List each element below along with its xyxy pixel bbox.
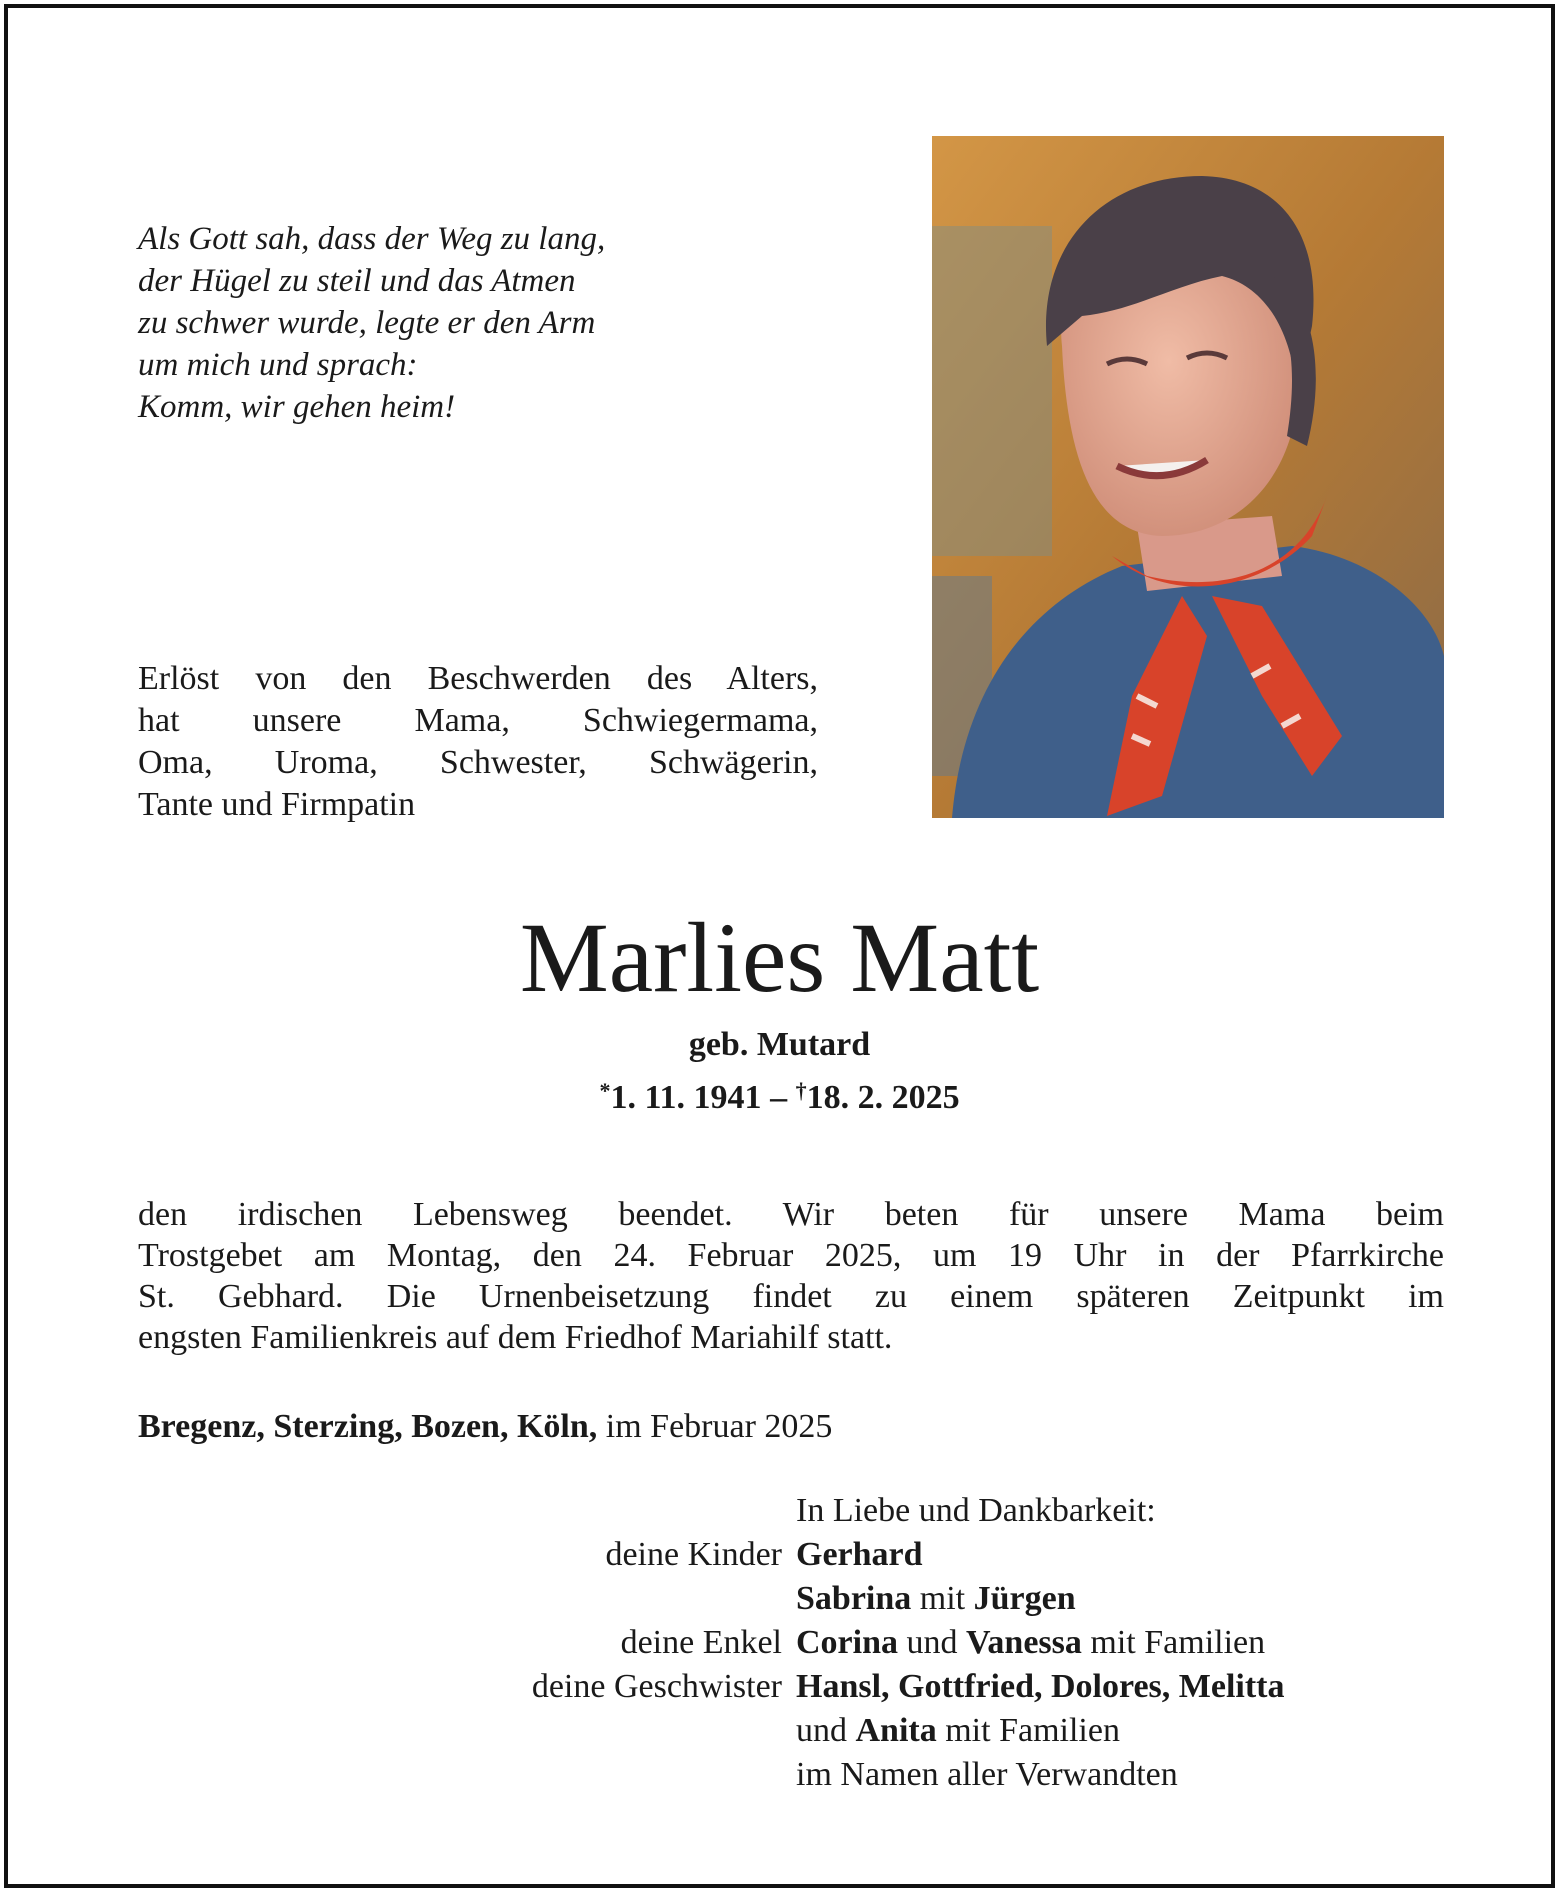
death-symbol: † <box>795 1078 807 1103</box>
child-name: Sabrina <box>796 1580 912 1617</box>
place-and-date <box>138 1406 832 1447</box>
quote-line: um mich und sprach: <box>138 347 418 383</box>
grandchild-name: Vanessa <box>966 1624 1082 1661</box>
suffix-text: mit Familien <box>1081 1624 1266 1661</box>
partner-name: Jürgen <box>973 1580 1076 1617</box>
signature-heading: In Liebe und Dankbarkeit: <box>796 1492 1156 1529</box>
body-line: Trostgebet am Montag, den 24. Februar 2025, um 19 Uhr in der Pfarrkirche <box>138 1237 1444 1274</box>
connector-text: und <box>898 1624 966 1661</box>
date-separator: – <box>761 1079 796 1116</box>
closing-row <box>308 1753 1448 1797</box>
maiden-name: geb. Mutard <box>688 1026 871 1063</box>
death-date: 18. 2. 2025 <box>806 1079 960 1116</box>
intro-line: Erlöst von den Beschwerden des Alters, <box>138 660 818 697</box>
grandchildren-row <box>308 1621 1448 1665</box>
quote-line: Als Gott sah, dass der Weg zu lang, <box>138 221 606 257</box>
grandchild-name: Corina <box>796 1624 898 1661</box>
signature-heading-row <box>308 1489 1448 1533</box>
children-label: deine Kinder <box>605 1536 782 1573</box>
children-row <box>308 1533 1448 1577</box>
intro-line: Oma, Uroma, Schwester, Schwägerin, <box>138 744 818 781</box>
child-name: Gerhard <box>796 1536 923 1573</box>
place-date: im Februar 2025 <box>597 1408 833 1445</box>
birth-date: 1. 11. 1941 <box>610 1079 762 1116</box>
quote-line: zu schwer wurde, legte er den Arm <box>138 305 596 341</box>
body-line: St. Gebhard. Die Urnenbeisetzung findet zu einem späteren Zeitpunkt im <box>138 1278 1444 1315</box>
siblings-row <box>308 1665 1448 1709</box>
intro-line: Tante und Firmpatin <box>138 786 416 823</box>
grandchildren-label: deine Enkel <box>620 1624 782 1661</box>
connector-text: und <box>796 1712 856 1749</box>
sibling-name: Anita <box>855 1712 937 1749</box>
portrait-image <box>932 136 1444 818</box>
body-text <box>138 1194 1444 1358</box>
obituary-card <box>4 4 1555 1888</box>
birth-symbol: * <box>599 1078 611 1103</box>
memorial-quote <box>138 218 698 428</box>
siblings-row <box>308 1709 1448 1753</box>
deceased-name: Marlies Matt <box>519 902 1040 1013</box>
photo-background-panel <box>932 226 1052 556</box>
body-line: den irdischen Lebensweg beendet. Wir beten für unsere Mama beim <box>138 1196 1444 1233</box>
quote-line: Komm, wir gehen heim! <box>138 389 456 425</box>
intro-text <box>138 658 818 826</box>
intro-line: hat unsere Mama, Schwiegermama, <box>138 702 818 739</box>
signature-block <box>308 1489 1448 1797</box>
closing-text: im Namen aller Verwandten <box>796 1756 1178 1793</box>
sibling-names: Hansl, Gottfried, Dolores, Melitta <box>796 1668 1285 1705</box>
quote-line: der Hügel zu steil und das Atmen <box>138 263 576 299</box>
place-cities: Bregenz, Sterzing, Bozen, Köln, <box>138 1408 598 1445</box>
siblings-label: deine Geschwister <box>531 1668 782 1705</box>
portrait-photo <box>932 136 1444 818</box>
connector-text: mit <box>911 1580 974 1617</box>
body-line: engsten Familienkreis auf dem Friedhof Mariahilf statt. <box>138 1319 893 1356</box>
life-dates <box>8 1071 1551 1118</box>
children-row <box>308 1577 1448 1621</box>
suffix-text: mit Familien <box>936 1712 1120 1749</box>
